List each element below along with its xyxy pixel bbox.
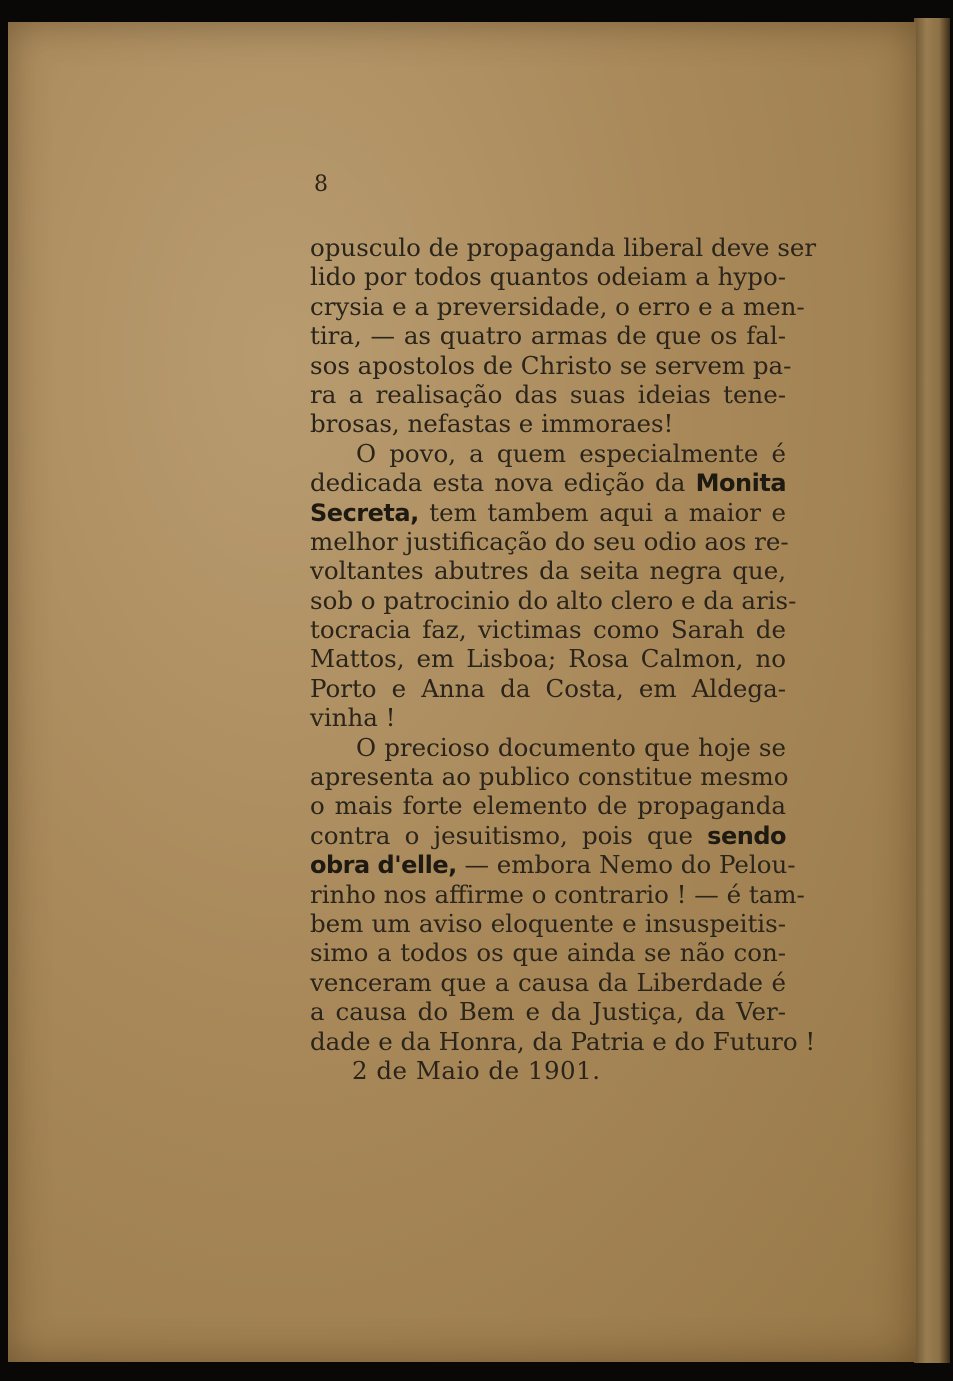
text-fragment: dedicada esta nova edição da [310,468,686,498]
text-line: Mattos, em Lisboa; Rosa Calmon, no [310,644,786,674]
text-line: O precioso documento que hoje se [356,732,786,762]
text-line: dade e da Honra, da Patria e do Futuro ! [310,1026,816,1056]
text-line: ra a realisação das suas ideias tene- [310,379,786,409]
text-line-with-emphasis [310,850,796,880]
emphasis-text: Monita [695,469,787,498]
text-line: O povo, a quem especialmente é [356,438,786,468]
text-line: a causa do Bem e da Justiça, da Ver- [310,997,786,1027]
text-line: lido por todos quantos odeiam a hypo- [310,262,786,292]
text-line: voltantes abutres da seita negra que, [310,556,786,586]
date-line: 2 de Maio de 1901. [352,1055,601,1085]
text-line: vinha ! [310,703,396,733]
text-line: brosas, nefastas e immoraes! [310,409,674,439]
page-number: 8 [314,172,328,197]
text-line: tocracia faz, victimas como Sarah de [310,615,786,645]
text-line: bem um aviso eloquente e insuspeitis- [310,908,786,938]
text-line: venceram que a causa da Liberdade é [310,967,786,997]
body-text [310,233,817,1085]
emphasis-text: obra d'elle, [310,851,457,880]
text-line: o mais forte elemento de propaganda [310,791,786,821]
text-line: tira, — as quatro armas de que os fal- [310,321,786,351]
text-line: crysia e a preversidade, o erro e a men- [310,291,805,321]
emphasis-text: Secreta, [310,498,419,527]
emphasis-text: sendo [707,821,786,850]
page-edge [914,18,950,1363]
text-line: Porto e Anna da Costa, em Aldega- [310,673,786,703]
text-line: rinho nos affirme o contrario ! — é tam- [310,879,805,909]
text-line-with-emphasis [310,498,786,527]
text-fragment: tem tambem aqui a maior e [429,497,787,527]
text-line: melhor justificação do seu odio aos re- [310,526,789,556]
text-line-with-emphasis [310,468,786,497]
text-line: sos apostolos de Christo se servem pa- [310,350,792,380]
text-line: simo a todos os que ainda se não con- [310,938,786,968]
text-line: sob o patrocinio do alto clero e da aris- [310,585,797,615]
text-line: apresenta ao publico constitue mesmo [310,762,789,792]
text-fragment: — embora Nemo do Pelou- [464,850,796,880]
text-line-with-emphasis [310,821,786,850]
text-line: opusculo de propaganda liberal deve ser [310,233,817,262]
text-fragment: contra o jesuitismo, pois que [310,820,693,850]
